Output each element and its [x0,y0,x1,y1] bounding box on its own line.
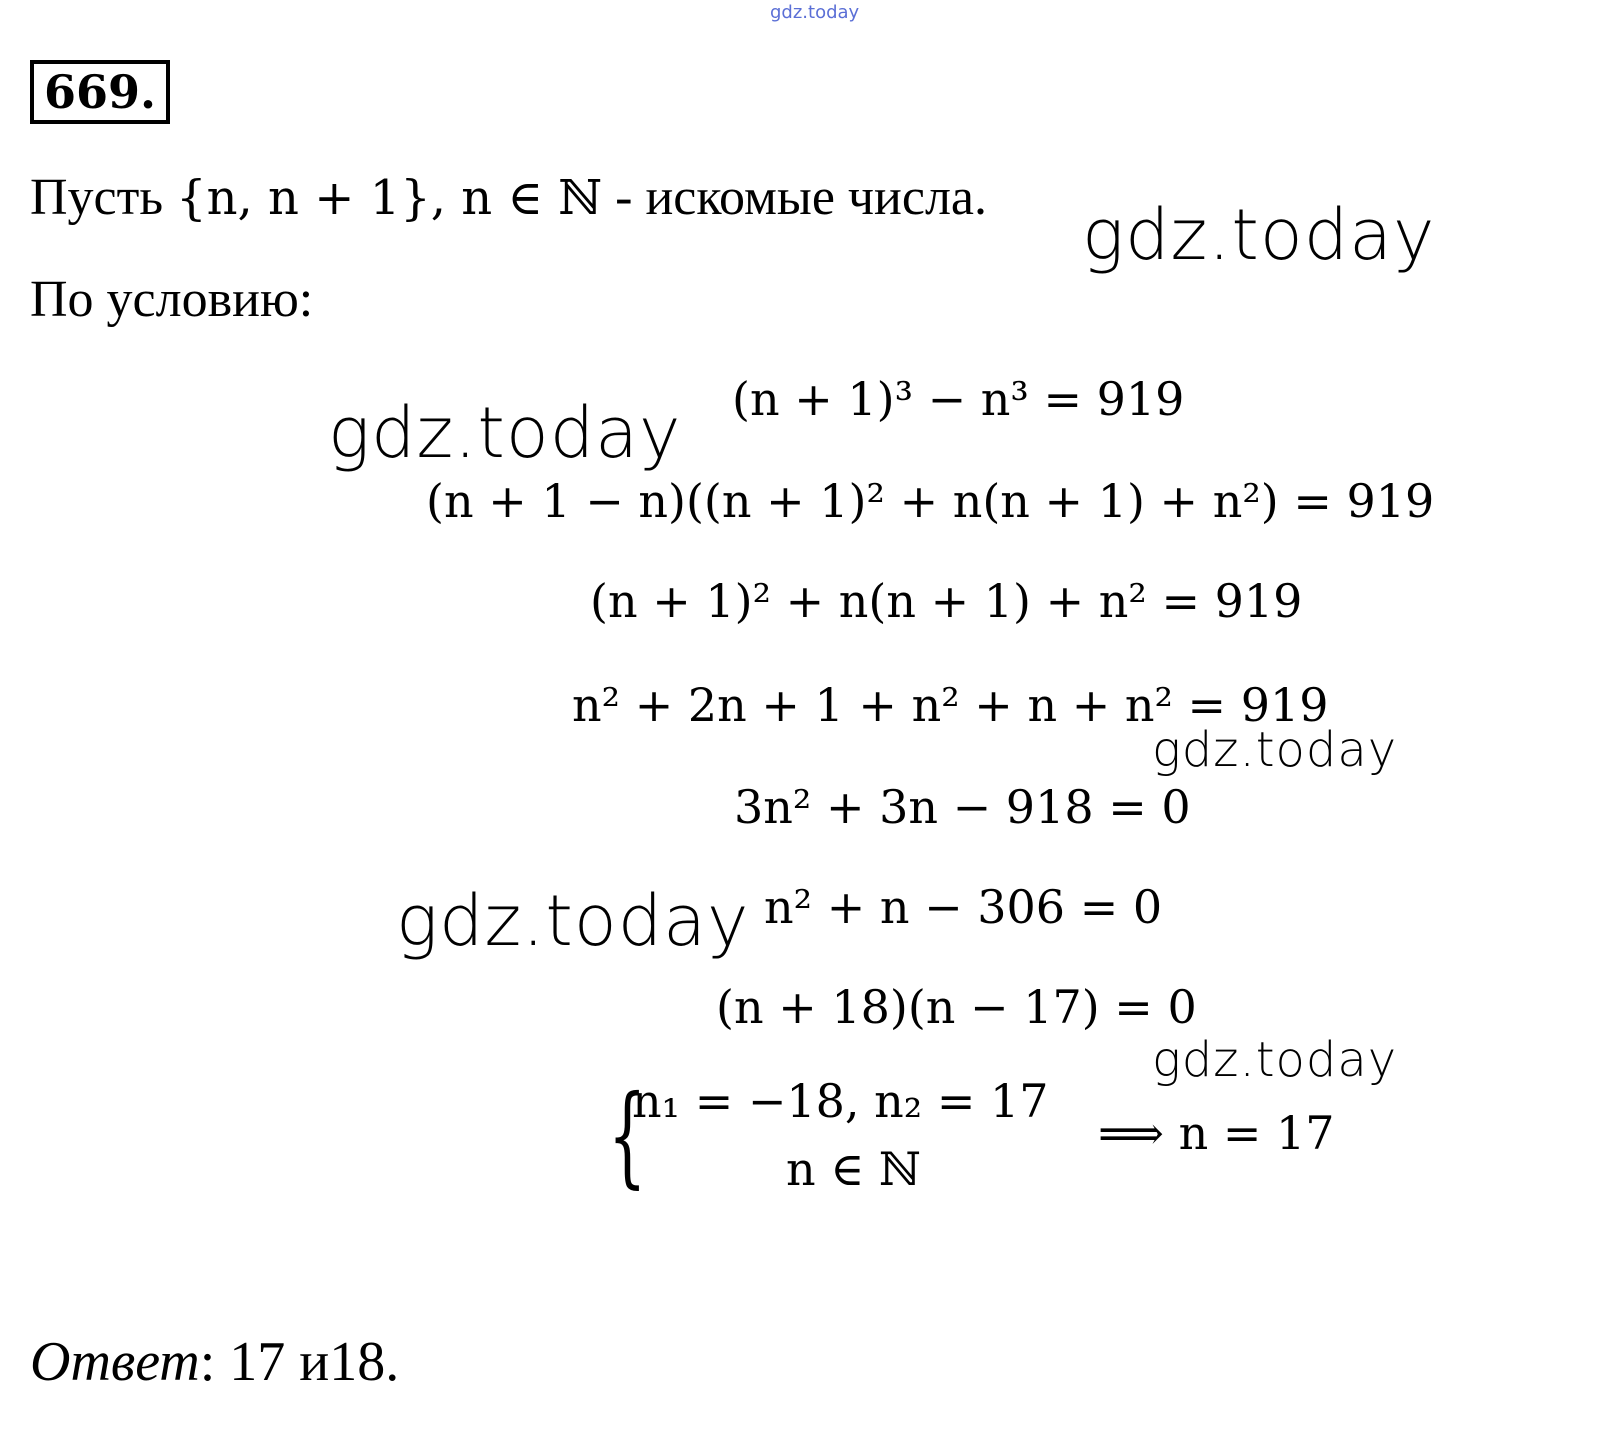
intro-word: Пусть [30,169,164,226]
condition-label: По условию: [30,271,314,328]
equation-7: (n + 18)(n − 17) = 0 [716,980,1197,1034]
equation-1: (n + 1)³ − n³ = 919 [732,372,1185,426]
system-line-1: n₁ = −18, n₂ = 17 [632,1074,1049,1128]
system-line-2: n ∈ ℕ [786,1142,921,1196]
watermark-5: gdz.today [1152,1032,1398,1088]
answer-label: Ответ [30,1331,200,1393]
equation-3: (n + 1)² + n(n + 1) + n² = 919 [590,574,1303,628]
watermark-top: gdz.today [770,2,860,23]
equation-2: (n + 1 − n)((n + 1)² + n(n + 1) + n²) = 919 [426,474,1435,528]
problem-number: 669. [30,60,170,124]
equation-5: 3n² + 3n − 918 = 0 [734,780,1191,834]
watermark-1: gdz.today [1082,194,1436,276]
system-result: ⟹ n = 17 [1098,1106,1335,1160]
system-brace: { [608,1071,647,1199]
intro-line [30,169,987,226]
answer-line [30,1330,399,1394]
watermark-4: gdz.today [396,880,750,962]
watermark-3: gdz.today [1152,722,1398,778]
equation-6: n² + n − 306 = 0 [764,880,1163,934]
answer-value: : 17 и18. [199,1331,400,1393]
watermark-2: gdz.today [328,392,682,474]
intro-set: {n, n + 1}, n ∈ ℕ [176,170,603,226]
equation-4: n² + 2n + 1 + n² + n + n² = 919 [572,678,1329,732]
intro-rest: - искомые числа. [615,169,987,226]
